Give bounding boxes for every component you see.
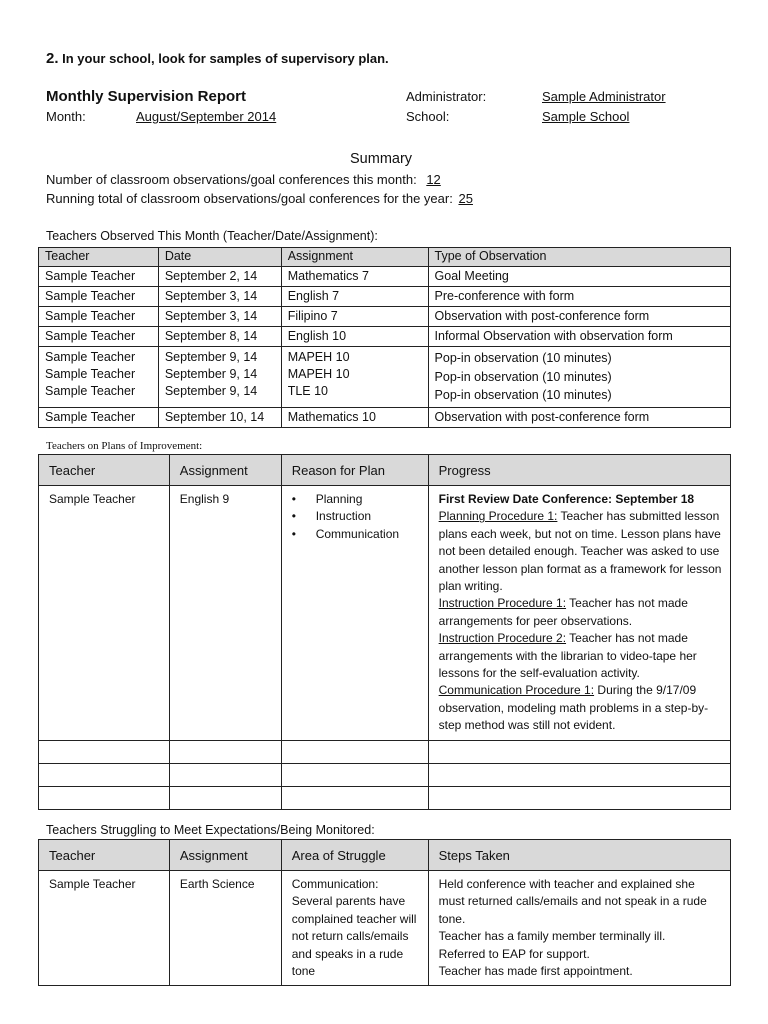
cell-date: September 9, 14: [164, 384, 258, 398]
progress-label: Planning Procedure 1:: [438, 509, 558, 524]
cell-teacher: Sample Teacher: [45, 367, 136, 381]
cell-assignment: MAPEH 10: [287, 367, 350, 381]
admin-label: Administrator:: [406, 89, 487, 104]
step-item: Teacher has made first appointment.: [438, 964, 633, 979]
cell-observation-type: Pre-conference with form: [428, 287, 730, 307]
list-item: • Communication: [316, 526, 418, 543]
summary-line-2: [46, 191, 473, 206]
first-review: First Review Date Conference: September 18: [438, 492, 695, 506]
progress-item-planning-1: [439, 508, 722, 595]
observed-header-row: [39, 248, 731, 267]
table-row: [39, 267, 731, 287]
cell-steps: [428, 871, 730, 986]
struggling-caption: [46, 823, 375, 837]
cell-date: September 8, 14: [158, 327, 281, 347]
header-assignment: Assignment: [169, 455, 281, 486]
cell-date: September 3, 14: [158, 307, 281, 327]
cell-observation-type: Informal Observation with observation form: [428, 327, 730, 347]
struggling-caption-suffix: :: [371, 823, 375, 837]
school-value: Sample School: [542, 109, 630, 124]
question-text: In your school, look for samples of supervisory plan.: [62, 51, 389, 66]
improvement-caption: Teachers on Plans of Improvement:: [46, 440, 203, 452]
table-row: [39, 327, 731, 347]
empty-row: [39, 740, 731, 763]
summary-title: Summary: [350, 151, 413, 167]
progress-label: Communication Procedure 1:: [438, 683, 595, 698]
table-row: [39, 307, 731, 327]
cell-teacher: Sample Teacher: [39, 287, 159, 307]
progress-label: Instruction Procedure 1:: [438, 596, 567, 611]
header-steps: Steps Taken: [428, 840, 730, 871]
school-label: School:: [406, 109, 450, 124]
table-row-grouped: [39, 347, 731, 408]
summary-line-2-value: 25: [458, 191, 473, 206]
progress-text: Teacher has not made arrangements with the librarian to video-tape her lessons for the self-evaluation activity.: [438, 631, 697, 681]
header-assignment: Assignment: [281, 248, 428, 267]
progress-text: During the 9/17/09 observation, modeling math problems in a step-by-step method was still not evident.: [438, 683, 709, 733]
reason-list: [292, 491, 418, 543]
cell-teacher: Sample Teacher: [45, 384, 136, 398]
cell-date: September 10, 14: [158, 407, 281, 427]
cell-assignment: TLE 10: [287, 384, 329, 398]
empty-row: [39, 763, 731, 786]
cell-date: September 3, 14: [158, 287, 281, 307]
cell-date-group: [158, 347, 281, 408]
cell-teacher: Sample Teacher: [39, 267, 159, 287]
question-heading: [46, 50, 389, 67]
improvement-table: [38, 454, 731, 810]
month-label: Month:: [46, 109, 86, 124]
cell-assignment-group: [281, 347, 428, 408]
progress-text: Teacher has not made arrangements for peer observations.: [438, 596, 688, 628]
progress-item-instruction-2: [439, 630, 722, 682]
observed-table: [38, 247, 731, 428]
step-item: Teacher has a family member terminally ill.: [438, 929, 666, 944]
report-title: Monthly Supervision Report: [46, 88, 247, 105]
header-area: Area of Struggle: [281, 840, 428, 871]
progress-item-instruction-1: [439, 595, 722, 630]
cell-progress: [428, 486, 730, 741]
cell-observation-type: Pop-in observation (10 minutes): [434, 351, 612, 365]
summary-line-1: [46, 172, 441, 187]
admin-value: Sample Administrator: [542, 89, 666, 104]
struggling-header-row: [39, 840, 731, 871]
table-row: [39, 287, 731, 307]
list-item: • Instruction: [316, 508, 418, 525]
step-item: Held conference with teacher and explained she must returned calls/emails and not speak in a rude tone.: [438, 877, 707, 926]
header-teacher: Teacher: [39, 455, 170, 486]
cell-assignment: English 7: [281, 287, 428, 307]
improvement-header-row: [39, 455, 731, 486]
cell-assignment: Earth Science: [169, 871, 281, 986]
cell-date: September 9, 14: [164, 350, 258, 364]
struggling-table: [38, 839, 731, 986]
cell-teacher: Sample Teacher: [39, 486, 170, 741]
table-row: [39, 871, 731, 986]
header-date: Date: [158, 248, 281, 267]
header-teacher: Teacher: [39, 248, 159, 267]
summary-line-1-value: 12: [426, 172, 441, 187]
cell-observation-type: Observation with post-conference form: [428, 307, 730, 327]
header-observation-type: Type of Observation: [428, 248, 730, 267]
cell-assignment: Mathematics 10: [281, 407, 428, 427]
header-reason: Reason for Plan: [281, 455, 428, 486]
progress-text: Teacher has submitted lesson plans each week, but not on time. Lesson plans have not been detailed enough. Teacher was asked to use another lesson plan format as a framework for lesson plan writing.: [438, 509, 722, 594]
cell-observation-type: Pop-in observation (10 minutes): [434, 369, 612, 384]
cell-reasons: [281, 486, 428, 741]
list-item: • Planning: [316, 491, 418, 508]
header-assignment: Assignment: [169, 840, 281, 871]
summary-line-1-label: Number of classroom observations/goal conferences this month:: [46, 172, 417, 187]
cell-area: Communication: Several parents have complained teacher will not return calls/emails and speaks in a rude tone: [281, 871, 428, 986]
cell-assignment: MAPEH 10: [287, 350, 350, 364]
question-number: 2.: [46, 50, 59, 67]
summary-line-2-label: Running total of classroom observations/goal conferences for the year:: [46, 191, 453, 206]
cell-assignment: English 9: [169, 486, 281, 741]
observed-caption: Teachers Observed This Month (Teacher/Date/Assignment):: [46, 229, 378, 243]
cell-observation-type-group: [428, 347, 730, 408]
step-item: Referred to EAP for support.: [438, 946, 590, 961]
cell-observation-type: Pop-in observation (10 minutes): [434, 388, 612, 402]
cell-teacher: Sample Teacher: [39, 871, 170, 986]
table-row: [39, 407, 731, 427]
table-row: [39, 486, 731, 741]
cell-observation-type: Observation with post-conference form: [428, 407, 730, 427]
cell-teacher: Sample Teacher: [39, 307, 159, 327]
cell-date: September 9, 14: [164, 367, 258, 381]
month-value: August/September 2014: [136, 109, 277, 124]
header-teacher: Teacher: [39, 840, 170, 871]
cell-assignment: Filipino 7: [281, 307, 428, 327]
cell-assignment: English 10: [281, 327, 428, 347]
empty-row: [39, 786, 731, 809]
progress-label: Instruction Procedure 2:: [438, 631, 567, 646]
cell-teacher: Sample Teacher: [39, 407, 159, 427]
cell-teacher-group: [39, 347, 159, 408]
cell-date: September 2, 14: [158, 267, 281, 287]
cell-teacher: Sample Teacher: [39, 327, 159, 347]
header-progress: Progress: [428, 455, 730, 486]
struggling-caption-text: Teachers Struggling to Meet Expectations/Being Monitored: [46, 823, 372, 837]
cell-assignment: Mathematics 7: [281, 267, 428, 287]
cell-teacher: Sample Teacher: [45, 350, 136, 364]
cell-observation-type: Goal Meeting: [428, 267, 730, 287]
progress-item-communication-1: [439, 682, 722, 734]
